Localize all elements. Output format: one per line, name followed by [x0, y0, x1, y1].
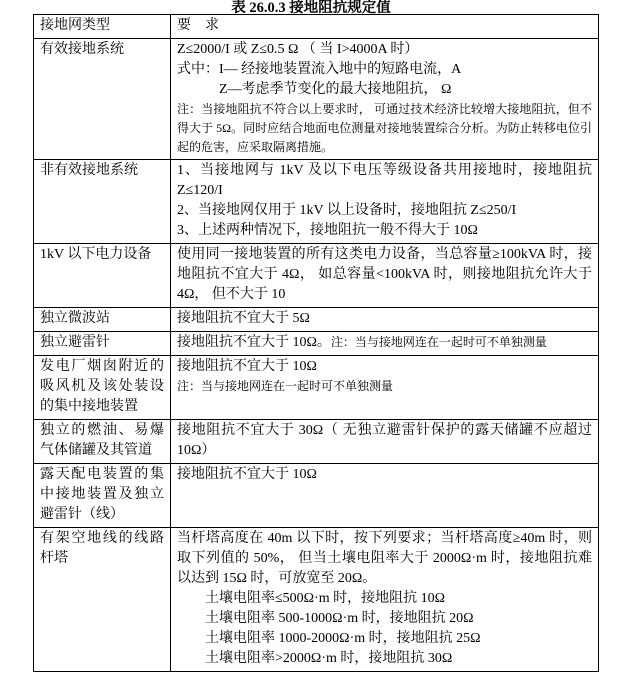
row-category: 有架空地线的线路杆塔 — [34, 528, 171, 672]
table-row-microwave-station — [34, 308, 599, 332]
requirement-line: 3、上述两种情况下，接地阻抗一般不得大于 10Ω — [177, 223, 478, 238]
header-requirement: 要 求 — [171, 15, 599, 39]
row-category: 发电厂烟囱附近的吸风机及该处装设的集中接地装置 — [34, 356, 171, 420]
row-category: 独立避雷针 — [34, 332, 171, 356]
requirement-line: 式中：I— 经接地装置流入地中的短路电流，A — [177, 62, 462, 77]
note-line: 注：当与接地网连在一起时可不单独测量 — [177, 379, 394, 393]
row-category: 有效接地系统 — [34, 39, 171, 160]
soil-resistivity-line: 土壤电阻率≤500Ω·m 时，接地阻抗 10Ω — [205, 591, 446, 606]
table-header-row — [34, 15, 599, 39]
grounding-impedance-table — [33, 14, 599, 672]
requirement-line — [177, 333, 592, 353]
table-row-outdoor-switchyard — [34, 464, 599, 528]
soil-resistivity-line: 土壤电阻率 1000-2000Ω·m 时，接地阻抗 25Ω — [205, 631, 481, 646]
requirement-line: 1、当接地网与 1kV 及以下电压等级设备共用接地时，接地阻抗 Z≤120/I — [177, 163, 592, 198]
inline-note: 注：当与接地网连在一起时可不单独测量 — [330, 335, 547, 349]
table-row-non-effective-grounding — [34, 160, 599, 244]
requirement-line: 接地阻抗不宜大于 10Ω — [177, 467, 317, 482]
requirement-line: 使用同一接地装置的所有这类电力设备，当总容量≥100kVA 时，接地阻抗不宜大于 4Ω， 如总容量<100kVA 时，则接地阻抗允许大于 4Ω， 但不大于 10 — [177, 247, 592, 302]
row-category: 独立微波站 — [34, 308, 171, 332]
row-requirement-cell — [171, 356, 599, 420]
table-row-effective-grounding — [34, 39, 599, 160]
table-row-transmission-towers — [34, 528, 599, 672]
requirement-line: Z≤2000/I 或 Z≤0.5 Ω （ 当 I>4000A 时） — [177, 42, 419, 57]
row-requirement-cell — [171, 464, 599, 528]
row-requirement-cell — [171, 420, 599, 464]
table-row-lightning-rod — [34, 332, 599, 356]
requirement-line: Z—考虑季节变化的最大接地阻抗， Ω — [219, 82, 452, 97]
row-category: 独立的燃油、易爆气体储罐及其管道 — [34, 420, 171, 464]
table-row-below-1kv-equipment — [34, 244, 599, 308]
row-requirement-cell — [171, 528, 599, 672]
row-requirement-cell — [171, 244, 599, 308]
row-requirement-cell — [171, 160, 599, 244]
row-category: 1kV 以下电力设备 — [34, 244, 171, 308]
requirement-line: 当杆塔高度在 40m 以下时，按下列要求；当杆塔高度≥40m 时，则取下列值的 50%， 但当土壤电阻率大于 2000Ω·m 时，接地阻抗难以达到 15Ω 时，可放宽至 20Ω。 — [177, 531, 592, 586]
row-requirement-cell — [171, 39, 599, 160]
row-requirement-cell — [171, 308, 599, 332]
requirement-text: 接地阻抗不宜大于 10Ω。 — [177, 335, 331, 350]
row-category: 露天配电装置的集中接地装置及独立避雷针（线） — [34, 464, 171, 528]
note-line: 注：当接地阻抗不符合以上要求时， 可通过技术经济比较增大接地阻抗，但不得大于 5Ω。同时应结合地面电位测量对接地装置综合分析。为防止转移电位引起的危害，应采取隔离措施。 — [177, 102, 592, 154]
soil-resistivity-line: 土壤电阻率 500-1000Ω·m 时，接地阻抗 20Ω — [205, 611, 474, 626]
requirement-line: 接地阻抗不宜大于 5Ω — [177, 311, 310, 326]
table-row-chimney-fan-grounding — [34, 356, 599, 420]
requirement-line: 接地阻抗不宜大于 30Ω（ 无独立避雷针保护的露天储罐不应超过 10Ω） — [177, 423, 592, 458]
table-title: 表 26.0.3 接地阻抗规定值 — [231, 0, 391, 16]
requirement-line: 2、当接地网仅用于 1kV 以上设备时，接地阻抗 Z≤250/I — [177, 203, 517, 218]
requirement-line: 接地阻抗不宜大于 10Ω — [177, 359, 317, 374]
soil-resistivity-line: 土壤电阻率>2000Ω·m 时，接地阻抗 30Ω — [205, 651, 453, 666]
table-row-fuel-tanks-pipes — [34, 420, 599, 464]
header-network-type: 接地网类型 — [34, 15, 171, 39]
row-requirement-cell — [171, 332, 599, 356]
row-category: 非有效接地系统 — [34, 160, 171, 244]
